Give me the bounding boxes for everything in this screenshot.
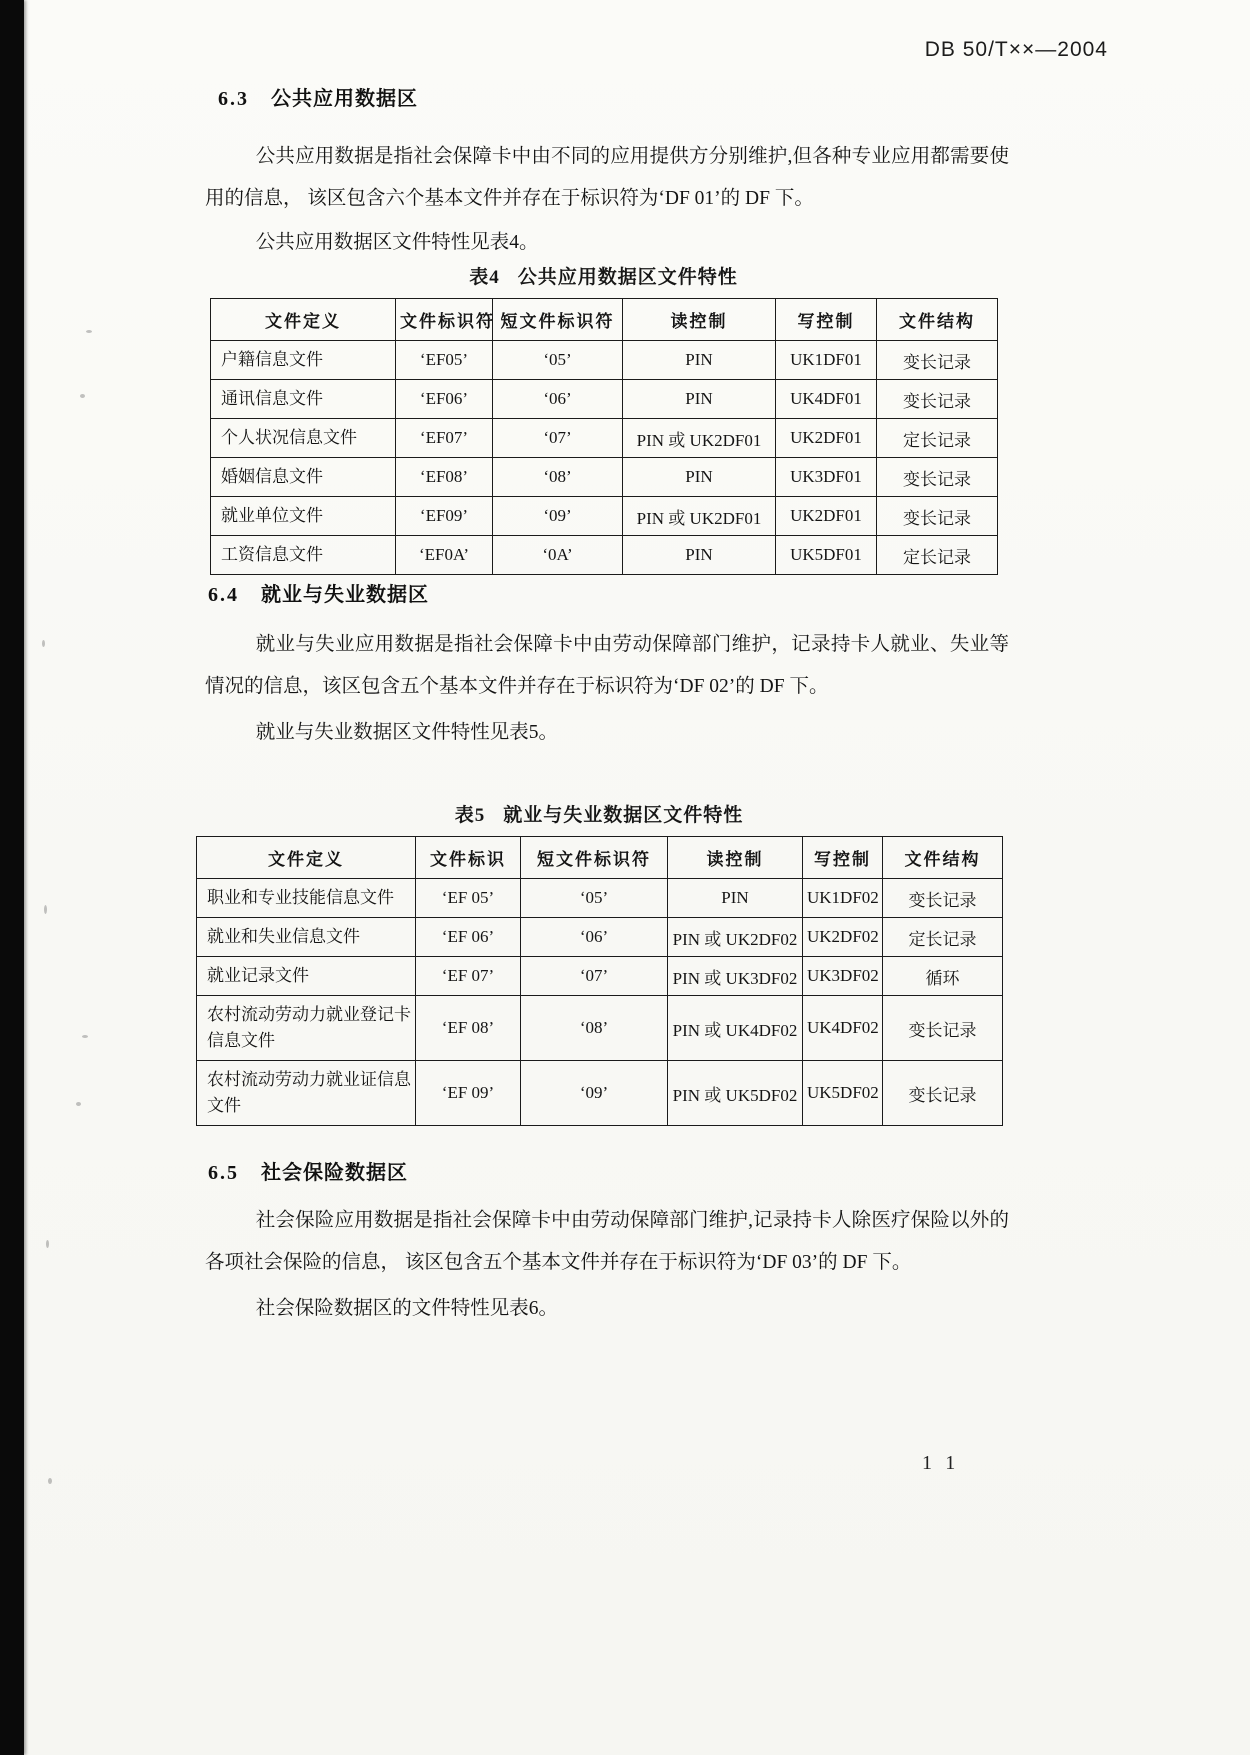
table-4-header-row — [211, 299, 998, 341]
file-definition-cell: 婚姻信息文件 — [211, 458, 396, 497]
scan-speck — [80, 394, 85, 398]
file-structure-cell: 变长记录 — [877, 458, 998, 497]
table-5-caption-title: 就业与失业数据区文件特性 — [503, 805, 744, 826]
document-number: DB 50/T××—2004 — [924, 38, 1108, 61]
write-control-cell: UK3DF02 — [803, 957, 883, 996]
short-file-identifier-cell: ‘05’ — [493, 341, 623, 380]
write-control-cell: UK5DF02 — [803, 1061, 883, 1126]
table-4-header-cell: 短文件标识符 — [493, 299, 623, 341]
table-4-caption — [210, 262, 997, 289]
file-identifier-cell: ‘EF 07’ — [416, 957, 521, 996]
write-control-cell: UK2DF01 — [776, 419, 877, 458]
table-5-header-cell: 读控制 — [668, 837, 803, 879]
file-structure-cell: 循环 — [883, 957, 1003, 996]
table-5-body — [197, 879, 1003, 1126]
section-title: 公共应用数据区 — [271, 88, 418, 110]
table-5-row — [197, 918, 1003, 957]
read-control-cell: PIN — [623, 458, 776, 497]
read-control-cell: PIN — [668, 879, 803, 918]
table-4-row — [211, 458, 998, 497]
write-control-cell: UK2DF02 — [803, 918, 883, 957]
table-4-header-cell: 文件定义 — [211, 299, 396, 341]
section-6-3-table-reference: 公共应用数据区文件特性见表4。 — [255, 232, 539, 253]
write-control-cell: UK3DF01 — [776, 458, 877, 497]
table-4-row — [211, 380, 998, 419]
table-4-row — [211, 419, 998, 458]
file-identifier-cell: ‘EF 05’ — [416, 879, 521, 918]
section-title: 就业与失业数据区 — [261, 584, 429, 606]
read-control-cell: PIN — [623, 341, 776, 380]
short-file-identifier-cell: ‘09’ — [493, 497, 623, 536]
file-identifier-cell: ‘EF09’ — [396, 497, 493, 536]
scan-speck — [44, 905, 47, 914]
short-file-identifier-cell: ‘08’ — [521, 996, 668, 1061]
file-structure-cell: 变长记录 — [883, 996, 1003, 1061]
file-definition-cell: 职业和专业技能信息文件 — [197, 879, 416, 918]
table-5-header-cell: 文件定义 — [197, 837, 416, 879]
file-definition-cell: 农村流动劳动力就业证信息文件 — [197, 1061, 416, 1126]
section-heading-6-4 — [208, 578, 429, 607]
file-structure-cell: 变长记录 — [877, 341, 998, 380]
read-control-cell: PIN 或 UK2DF02 — [668, 918, 803, 957]
section-6-4-table-reference: 就业与失业数据区文件特性见表5。 — [255, 722, 558, 743]
section-title: 社会保险数据区 — [261, 1162, 408, 1184]
write-control-cell: UK4DF02 — [803, 996, 883, 1061]
read-control-cell: PIN — [623, 536, 776, 575]
file-definition-cell: 就业和失业信息文件 — [197, 918, 416, 957]
short-file-identifier-cell: ‘08’ — [493, 458, 623, 497]
read-control-cell: PIN — [623, 380, 776, 419]
short-file-identifier-cell: ‘07’ — [521, 957, 668, 996]
table-5-row — [197, 1061, 1003, 1126]
table-4-caption-label: 表4 — [469, 267, 500, 288]
table-5-header-cell: 文件结构 — [883, 837, 1003, 879]
read-control-cell: PIN 或 UK5DF02 — [668, 1061, 803, 1126]
read-control-cell: PIN 或 UK2DF01 — [623, 497, 776, 536]
table-5-header-cell: 写控制 — [803, 837, 883, 879]
file-definition-cell: 就业单位文件 — [211, 497, 396, 536]
write-control-cell: UK2DF01 — [776, 497, 877, 536]
file-structure-cell: 定长记录 — [877, 419, 998, 458]
file-identifier-cell: ‘EF 08’ — [416, 996, 521, 1061]
file-identifier-cell: ‘EF 06’ — [416, 918, 521, 957]
table-5-header-row — [197, 837, 1003, 879]
table-5-caption — [196, 800, 1002, 827]
file-definition-cell: 通讯信息文件 — [211, 380, 396, 419]
file-identifier-cell: ‘EF0A’ — [396, 536, 493, 575]
file-structure-cell: 定长记录 — [877, 536, 998, 575]
write-control-cell: UK1DF01 — [776, 341, 877, 380]
table-4-header-cell: 文件结构 — [877, 299, 998, 341]
read-control-cell: PIN 或 UK2DF01 — [623, 419, 776, 458]
file-definition-cell: 工资信息文件 — [211, 536, 396, 575]
section-6-4-paragraph: 就业与失业应用数据是指社会保障卡中由劳动保障部门维护，记录持卡人就业、失业等情况的信息，该区包含五个基本文件并存在于标识符为‘DF 02’的 DF 下。 — [205, 634, 1009, 697]
table-5-header-cell: 文件标识 — [416, 837, 521, 879]
section-heading-6-3 — [218, 82, 418, 111]
short-file-identifier-cell: ‘06’ — [493, 380, 623, 419]
table-5 — [196, 836, 1003, 1126]
file-identifier-cell: ‘EF 09’ — [416, 1061, 521, 1126]
file-identifier-cell: ‘EF06’ — [396, 380, 493, 419]
file-definition-cell: 户籍信息文件 — [211, 341, 396, 380]
section-6-5-paragraph: 社会保险应用数据是指社会保障卡中由劳动保障部门维护,记录持卡人除医疗保险以外的各项社会保险的信息， 该区包含五个基本文件并存在于标识符为‘DF 03’的 DF 下。 — [205, 1210, 1009, 1273]
page-number: 11 — [922, 1452, 970, 1474]
section-heading-6-5 — [208, 1156, 408, 1185]
table-5-caption-label: 表5 — [454, 805, 486, 826]
section-6-5-table-reference: 社会保险数据区的文件特性见表6。 — [255, 1298, 558, 1319]
write-control-cell: UK4DF01 — [776, 380, 877, 419]
short-file-identifier-cell: ‘07’ — [493, 419, 623, 458]
table-4-row — [211, 536, 998, 575]
section-6-3-paragraph: 公共应用数据是指社会保障卡中由不同的应用提供方分别维护,但各种专业应用都需要使用的信息， 该区包含六个基本文件并存在于标识符为‘DF 01’的 DF 下。 — [205, 146, 1009, 209]
table-5-row — [197, 996, 1003, 1061]
scan-speck — [42, 640, 45, 647]
scan-speck — [82, 1035, 88, 1038]
file-definition-cell: 农村流动劳动力就业登记卡信息文件 — [197, 996, 416, 1061]
scan-speck — [86, 330, 92, 333]
table-5-row — [197, 879, 1003, 918]
file-definition-cell: 就业记录文件 — [197, 957, 416, 996]
table-4-row — [211, 497, 998, 536]
file-structure-cell: 变长记录 — [883, 879, 1003, 918]
table-4-caption-title: 公共应用数据区文件特性 — [517, 267, 738, 288]
table-4-header-cell: 文件标识符 — [396, 299, 493, 341]
scan-speck — [48, 1478, 52, 1484]
short-file-identifier-cell: ‘0A’ — [493, 536, 623, 575]
file-structure-cell: 变长记录 — [877, 380, 998, 419]
file-definition-cell: 个人状况信息文件 — [211, 419, 396, 458]
table-5-header-cell: 短文件标识符 — [521, 837, 668, 879]
file-identifier-cell: ‘EF08’ — [396, 458, 493, 497]
scan-speck — [76, 1102, 81, 1106]
section-number: 6.5 — [208, 1162, 239, 1184]
table-4-header-cell: 写控制 — [776, 299, 877, 341]
file-structure-cell: 变长记录 — [877, 497, 998, 536]
table-5-row — [197, 957, 1003, 996]
short-file-identifier-cell: ‘09’ — [521, 1061, 668, 1126]
short-file-identifier-cell: ‘05’ — [521, 879, 668, 918]
file-identifier-cell: ‘EF07’ — [396, 419, 493, 458]
table-4-body — [211, 341, 998, 575]
write-control-cell: UK5DF01 — [776, 536, 877, 575]
scan-speck — [46, 1240, 49, 1248]
read-control-cell: PIN 或 UK3DF02 — [668, 957, 803, 996]
file-identifier-cell: ‘EF05’ — [396, 341, 493, 380]
table-4-header-cell: 读控制 — [623, 299, 776, 341]
table-4 — [210, 298, 998, 575]
file-structure-cell: 定长记录 — [883, 918, 1003, 957]
write-control-cell: UK1DF02 — [803, 879, 883, 918]
table-4-row — [211, 341, 998, 380]
section-number: 6.4 — [208, 584, 239, 606]
short-file-identifier-cell: ‘06’ — [521, 918, 668, 957]
section-number: 6.3 — [218, 88, 249, 110]
scan-edge-artifact — [0, 0, 24, 1755]
file-structure-cell: 变长记录 — [883, 1061, 1003, 1126]
read-control-cell: PIN 或 UK4DF02 — [668, 996, 803, 1061]
